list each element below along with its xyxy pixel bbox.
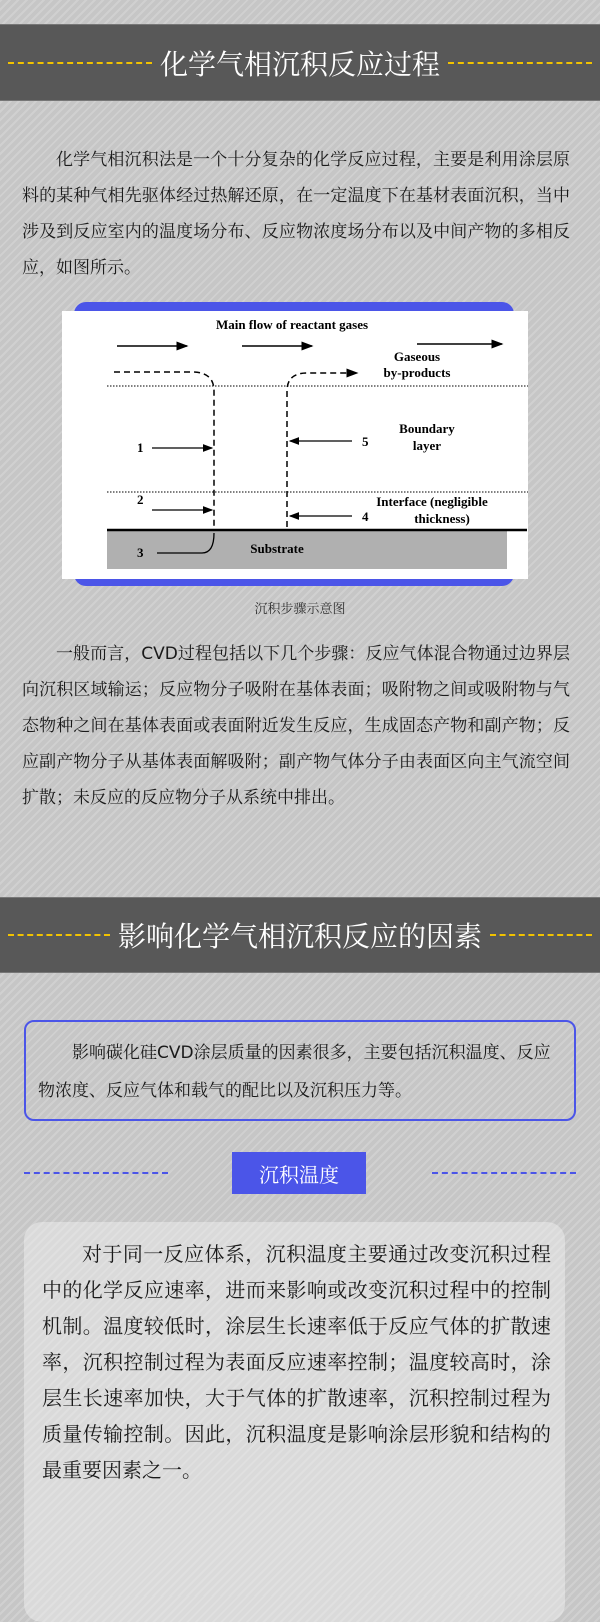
- subheading-label: 沉积温度: [232, 1152, 366, 1194]
- step-5: 5: [362, 434, 369, 449]
- divider: [8, 934, 110, 936]
- section-header-1: [0, 24, 600, 101]
- step-1: 1: [137, 440, 144, 455]
- divider: [448, 62, 592, 64]
- section-title: 化学气相沉积反应过程: [160, 47, 441, 81]
- divider: [490, 934, 592, 936]
- subheading-row: [24, 1152, 576, 1194]
- step-2: 2: [137, 492, 144, 507]
- thickness-label: thickness): [414, 511, 470, 526]
- temperature-panel: 对于同一反应体系，沉积温度主要通过改变沉积过程中的化学反应速率，进而来影响或改变沉积过程中的控制机制。温度较低时，涂层生长速率低于反应气体的扩散速率，沉积控制过程为表面反应速率控制；温度较高时，涂层生长速率加快，大于气体的扩散速率，沉积控制过程为质量传输控制。因此，沉积温度是影响涂层形貌和结构的最重要因素之一。: [24, 1222, 565, 1622]
- main-flow-label: Main flow of reactant gases: [215, 317, 369, 332]
- divider: [24, 1172, 168, 1174]
- gaseous-label: Gaseous: [393, 349, 441, 364]
- boundary-label: Boundary: [399, 421, 455, 436]
- layer-label: layer: [412, 438, 442, 453]
- summary-box: 影响碳化硅CVD涂层质量的因素很多，主要包括沉积温度、反应物浓度、反应气体和载气的配比以及沉积压力等。: [24, 1020, 576, 1121]
- byproducts-label: by-products: [383, 365, 451, 380]
- substrate-label: Substrate: [250, 541, 304, 556]
- interface-label: Interface (negligible: [376, 494, 488, 509]
- cvd-steps-diagram: [62, 311, 528, 579]
- divider: [432, 1172, 576, 1174]
- step-3: 3: [137, 545, 144, 560]
- steps-paragraph: 一般而言，CVD过程包括以下几个步骤：反应气体混合物通过边界层向沉积区域输运；反应物分子吸附在基体表面；吸附物之间或吸附物与气态物种之间在基体表面或表面附近发生反应，生成固态产物和副产物；反应副产物分子从基体表面解吸附；副产物气体分子由表面区向主气流空间扩散；未反应的反应物分子从系统中排出。: [22, 644, 570, 808]
- substrate-block: [107, 530, 507, 569]
- diagram-caption: 沉积步骤示意图: [254, 602, 346, 617]
- divider: [8, 62, 152, 64]
- section-header-2: [0, 897, 600, 973]
- intro-paragraph: 化学气相沉积法是一个十分复杂的化学反应过程，主要是利用涂层原料的某种气相先驱体经过热解还原，在一定温度下在基材表面沉积，当中涉及到反应室内的温度场分布、反应物浓度场分布以及中间产物的多相反应，如图所示。: [22, 150, 570, 278]
- section-title: 影响化学气相沉积反应的因素: [118, 920, 483, 953]
- step-4: 4: [362, 509, 369, 524]
